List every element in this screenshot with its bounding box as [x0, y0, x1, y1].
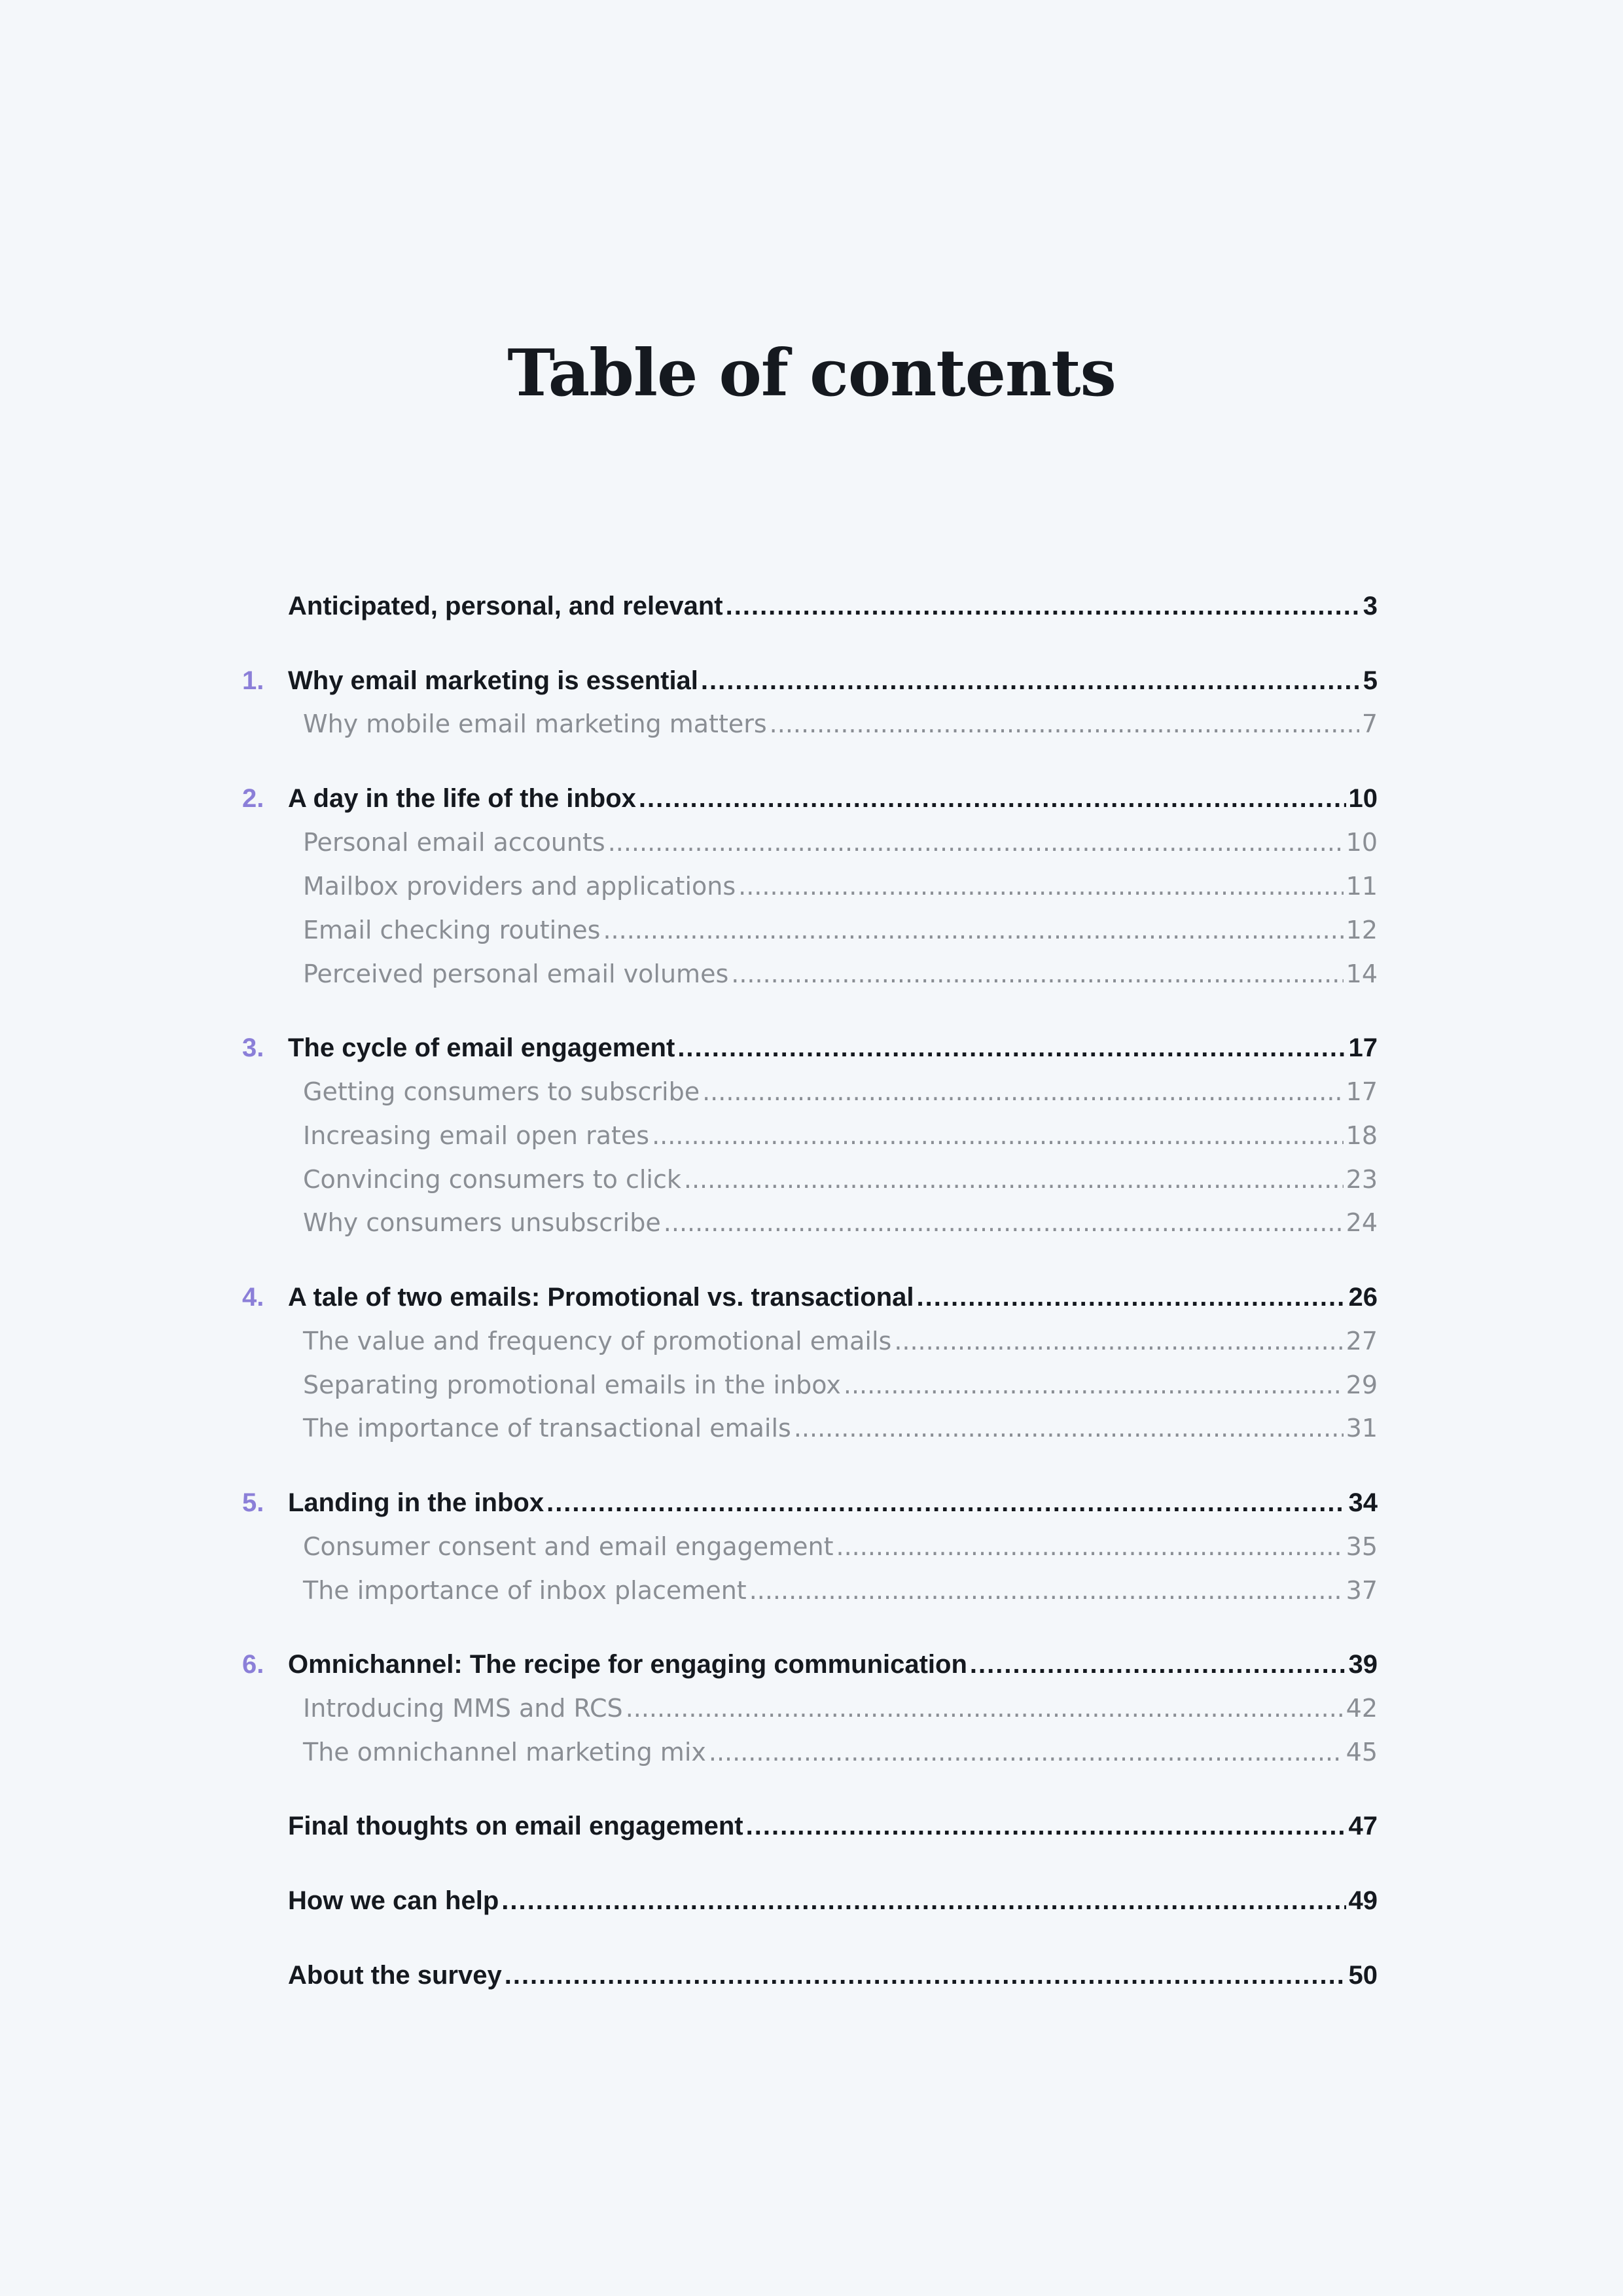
toc-page-number: 49 [1348, 1886, 1378, 1915]
toc-subentry-label: Separating promotional emails in the inbox [303, 1371, 841, 1399]
toc-subentry-label: Getting consumers to subscribe [303, 1077, 700, 1106]
toc-subentry[interactable] [242, 823, 1378, 862]
toc-subentry[interactable] [242, 1689, 1378, 1728]
toc-subentry[interactable] [242, 1203, 1378, 1242]
toc-subentry[interactable] [242, 910, 1378, 950]
toc-page-number: 11 [1346, 872, 1378, 901]
toc-entry-intro[interactable] [242, 586, 1378, 626]
toc-subentry[interactable] [242, 1732, 1378, 1772]
dot-leader [684, 1160, 1344, 1199]
toc-subentry-label: The omnichannel marketing mix [303, 1738, 706, 1767]
dot-leader [917, 1278, 1346, 1317]
dot-leader [731, 954, 1343, 994]
dot-leader [701, 661, 1361, 700]
toc-page-number: 42 [1346, 1694, 1378, 1723]
toc-subentry[interactable] [242, 1571, 1378, 1610]
dot-leader [677, 1028, 1346, 1067]
section-number: 3. [242, 1033, 264, 1062]
dot-leader [626, 1689, 1344, 1728]
toc-subentry-label: Personal email accounts [303, 828, 605, 857]
toc-entry-final-thoughts[interactable] [242, 1806, 1378, 1846]
dot-leader [505, 1956, 1346, 1995]
toc-page-number: 35 [1346, 1532, 1378, 1561]
dot-leader [702, 1072, 1344, 1111]
toc-subentry-label: Perceived personal email volumes [303, 960, 729, 988]
toc-section-4[interactable] [242, 1278, 1378, 1317]
section-number: 6. [242, 1650, 264, 1679]
toc-page-number: 10 [1348, 784, 1378, 813]
toc-subentry-label: The value and frequency of promotional emails [303, 1327, 892, 1355]
toc-page-number: 47 [1348, 1812, 1378, 1840]
dot-leader [894, 1321, 1343, 1361]
toc-entry-label: Why email marketing is essential [288, 666, 698, 695]
toc-page-number: 39 [1348, 1650, 1378, 1679]
toc-subentry-label: Convincing consumers to click [303, 1165, 681, 1194]
dot-leader [738, 867, 1344, 906]
toc-subentry[interactable] [242, 867, 1378, 906]
toc-subentry-label: Increasing email open rates [303, 1121, 650, 1150]
toc-page-number: 7 [1361, 709, 1378, 738]
toc-subentry[interactable] [242, 1527, 1378, 1566]
toc-subentry[interactable] [242, 1365, 1378, 1405]
toc-page-number: 18 [1346, 1121, 1378, 1150]
toc-entry-about-the-survey[interactable] [242, 1956, 1378, 1995]
toc-entry-label: Final thoughts on email engagement [288, 1812, 743, 1840]
toc-section-2[interactable] [242, 779, 1378, 818]
toc-subentry-label: Email checking routines [303, 916, 601, 944]
toc-entry-label: Anticipated, personal, and relevant [288, 592, 723, 620]
toc-page-number: 45 [1346, 1738, 1378, 1767]
toc-section-1[interactable] [242, 661, 1378, 700]
toc-subentry[interactable] [242, 1072, 1378, 1111]
dot-leader [652, 1116, 1344, 1155]
toc-page-number: 27 [1346, 1327, 1378, 1355]
dot-leader [603, 910, 1343, 950]
dot-leader [501, 1881, 1346, 1920]
toc-section-6[interactable] [242, 1645, 1378, 1684]
toc-page-number: 5 [1363, 666, 1378, 695]
toc-subentry[interactable] [242, 954, 1378, 994]
toc-page-number: 24 [1346, 1208, 1378, 1237]
toc-subentry[interactable] [242, 1160, 1378, 1199]
page-title: Table of contents [507, 335, 1116, 411]
toc-page-number: 31 [1346, 1414, 1378, 1443]
toc-entry-label: About the survey [288, 1961, 502, 1990]
dot-leader [608, 823, 1344, 862]
toc-entry-label: Landing in the inbox [288, 1488, 544, 1517]
dot-leader [746, 1806, 1346, 1846]
toc-page-number: 17 [1348, 1033, 1378, 1062]
toc-subentry-label: Consumer consent and email engagement [303, 1532, 834, 1561]
toc-section-5[interactable] [242, 1483, 1378, 1522]
dot-leader [709, 1732, 1344, 1772]
section-number: 1. [242, 666, 264, 695]
section-number: 4. [242, 1283, 264, 1312]
toc-subentry-label: The importance of inbox placement [303, 1576, 747, 1605]
toc-subentry-label: Introducing MMS and RCS [303, 1694, 623, 1723]
toc-subentry-label: The importance of transactional emails [303, 1414, 791, 1443]
dot-leader [546, 1483, 1346, 1522]
dot-leader [664, 1203, 1344, 1242]
toc-page-number: 17 [1346, 1077, 1378, 1106]
toc-subentry[interactable] [242, 1408, 1378, 1448]
toc-entry-label: A tale of two emails: Promotional vs. transactional [288, 1283, 914, 1312]
toc-page-number: 34 [1348, 1488, 1378, 1517]
toc-entry-how-we-can-help[interactable] [242, 1881, 1378, 1920]
toc-entry-label: How we can help [288, 1886, 499, 1915]
toc-entry-label: The cycle of email engagement [288, 1033, 675, 1062]
toc-section-3[interactable] [242, 1028, 1378, 1067]
toc-subentry-label: Why mobile email marketing matters [303, 709, 767, 738]
dot-leader [844, 1365, 1344, 1405]
toc-subentry[interactable] [242, 1321, 1378, 1361]
toc-page-number: 26 [1348, 1283, 1378, 1312]
toc-page-number: 14 [1346, 960, 1378, 988]
toc-subentry-label: Why consumers unsubscribe [303, 1208, 661, 1237]
section-number: 2. [242, 784, 264, 813]
toc-page-number: 37 [1346, 1576, 1378, 1605]
toc-subentry[interactable] [242, 1116, 1378, 1155]
dot-leader [770, 704, 1359, 744]
dot-leader [726, 586, 1361, 626]
toc-page-number: 3 [1363, 592, 1378, 620]
toc-entry-label: A day in the life of the inbox [288, 784, 636, 813]
toc-page-number: 50 [1348, 1961, 1378, 1990]
section-number: 5. [242, 1488, 264, 1517]
toc-subentry-label: Mailbox providers and applications [303, 872, 736, 901]
dot-leader [639, 779, 1346, 818]
toc-page-number: 29 [1346, 1371, 1378, 1399]
toc-page-number: 23 [1346, 1165, 1378, 1194]
toc-page-number: 12 [1346, 916, 1378, 944]
dot-leader [749, 1571, 1344, 1610]
dot-leader [970, 1645, 1346, 1684]
dot-leader [794, 1408, 1344, 1448]
toc-entry-label: Omnichannel: The recipe for engaging communication [288, 1650, 967, 1679]
toc-subentry[interactable] [242, 704, 1378, 744]
dot-leader [836, 1527, 1344, 1566]
toc-page-number: 10 [1346, 828, 1378, 857]
